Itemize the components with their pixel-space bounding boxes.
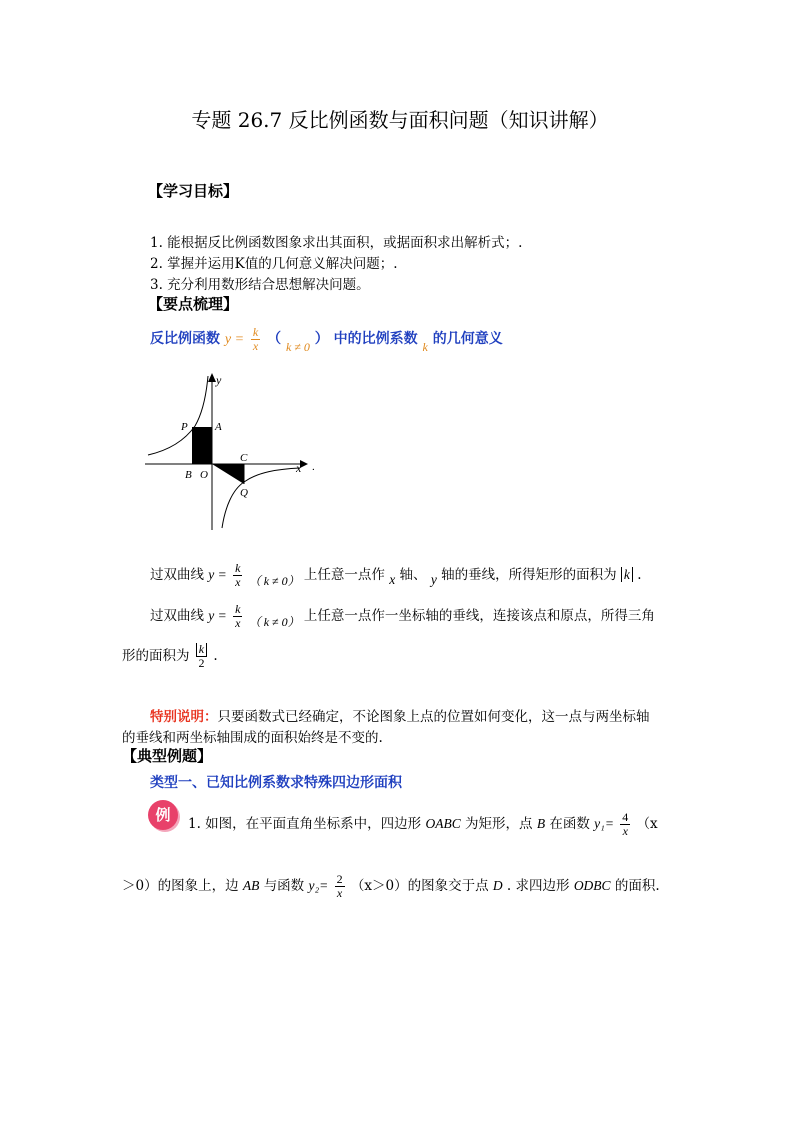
page-title: 专题 26.7 反比例函数与面积问题（知识讲解） bbox=[191, 108, 609, 132]
ex1-frac1-num: 4 bbox=[622, 810, 629, 825]
p2-frac-den: x bbox=[235, 616, 241, 630]
ex1-text-d: （x bbox=[636, 816, 658, 832]
p1-text-a: 过双曲线 bbox=[150, 567, 204, 583]
p2-area-fraction bbox=[196, 643, 207, 669]
ex1-y2: y₂= bbox=[308, 878, 329, 893]
label-a: A bbox=[215, 421, 222, 433]
paragraph-triangle-area-cont bbox=[122, 636, 218, 676]
p1-frac-num: k bbox=[235, 561, 241, 576]
p1-end: . bbox=[637, 567, 642, 583]
ex1-fraction1 bbox=[620, 811, 630, 837]
y-axis-arrow bbox=[208, 373, 216, 382]
paragraph-rect-area bbox=[150, 555, 642, 595]
ex1-text-i: 的面积. bbox=[614, 878, 660, 894]
p2-text-a: 过双曲线 bbox=[150, 608, 204, 624]
hyperbola-figure bbox=[140, 368, 330, 533]
rectangle-pabo bbox=[192, 427, 212, 464]
p1-text-c: 轴、 bbox=[399, 567, 427, 583]
special-note-line2: 的垂线和两坐标轴围成的面积始终是不变的. bbox=[122, 730, 383, 746]
ex1-text-g: （x＞0）的图象交于点 bbox=[350, 878, 489, 894]
goal-item-1: 1. 能根据反比例函数图象求出其面积，或据面积求出解析式；. bbox=[150, 235, 523, 251]
ex1-d: D bbox=[492, 878, 503, 893]
label-b: B bbox=[185, 469, 192, 481]
p1-frac-den: x bbox=[235, 575, 241, 589]
example-badge-icon: 例 bbox=[148, 800, 178, 830]
label-dot: . bbox=[312, 461, 315, 473]
p1-xvar: x bbox=[389, 572, 396, 587]
ex1-b: B bbox=[536, 816, 546, 831]
p2-cond: （ k ≠ 0） bbox=[248, 615, 300, 629]
example1-line1 bbox=[188, 808, 658, 840]
label-c: C bbox=[240, 452, 248, 464]
ex1-frac2-den: x bbox=[336, 886, 343, 900]
p1-cond: （ k ≠ 0） bbox=[248, 574, 300, 588]
p1-fraction bbox=[233, 562, 242, 588]
section-heading-examples: 【典型例题】 bbox=[122, 747, 213, 765]
ex1-ab: AB bbox=[242, 878, 260, 893]
special-note-label: 特别说明： bbox=[150, 709, 218, 725]
type1-heading: 类型一、已知比例系数求特殊四边形面积 bbox=[150, 775, 402, 791]
key-subtitle bbox=[150, 325, 503, 355]
label-o: O bbox=[200, 469, 208, 481]
subtitle-fraction bbox=[251, 326, 260, 352]
subtitle-cond: k ≠ 0 bbox=[286, 340, 310, 355]
goal-item-2: 2. 掌握并运用K值的几何意义解决问题；. bbox=[150, 256, 398, 272]
subtitle-frac-num: k bbox=[252, 325, 259, 339]
ex1-text-e: ＞0）的图象上，边 bbox=[122, 878, 239, 894]
ex1-y1: y₁= bbox=[594, 816, 614, 831]
p2-text-c: 形的面积为 bbox=[122, 648, 190, 664]
ex1-text-a: 1. 如图，在平面直角坐标系中，四边形 bbox=[188, 816, 422, 832]
p1-text-b: 上任意一点作 bbox=[303, 567, 385, 583]
special-note-line1 bbox=[150, 705, 650, 725]
p2-area-den: 2 bbox=[198, 656, 205, 670]
ex1-oabc: OABC bbox=[425, 816, 461, 831]
section-heading-goals: 【学习目标】 bbox=[148, 182, 239, 200]
ex1-frac1-den: x bbox=[622, 824, 628, 838]
subtitle-k: k bbox=[422, 340, 428, 355]
paragraph-triangle-area bbox=[150, 596, 655, 636]
p1-text-d: 轴的垂线，所得矩形的面积为 bbox=[441, 567, 617, 583]
section-heading-keypoints: 【要点梳理】 bbox=[148, 295, 239, 313]
ex1-text-c: 在函数 bbox=[549, 816, 590, 832]
subtitle-frac-den: x bbox=[252, 338, 259, 353]
example1-line2 bbox=[122, 870, 660, 902]
subtitle-suffix: 的几何意义 bbox=[432, 331, 503, 348]
label-q: Q bbox=[240, 487, 248, 499]
ex1-fraction2 bbox=[335, 873, 345, 899]
p1-yvar: y bbox=[430, 572, 437, 587]
label-y: y bbox=[216, 373, 222, 387]
p2-area-num: k bbox=[196, 643, 207, 657]
p2-eq: y = bbox=[208, 608, 227, 623]
subtitle-eq-lhs: y = bbox=[224, 332, 245, 348]
subtitle-cond-open: （ bbox=[267, 331, 282, 348]
triangle-ocq bbox=[212, 464, 244, 484]
p2-text-b: 上任意一点作一坐标轴的垂线，连接该点和原点，所得三角 bbox=[303, 608, 655, 624]
p1-abs-k: k bbox=[621, 567, 633, 582]
special-note-text1: 只要函数式已经确定，不论图象上点的位置如何变化，这一点与两坐标轴 bbox=[217, 709, 650, 725]
p2-fraction bbox=[233, 603, 242, 629]
ex1-text-h: . 求四边形 bbox=[506, 878, 570, 894]
p2-end: . bbox=[213, 648, 218, 664]
label-x: x bbox=[296, 461, 302, 475]
subtitle-mid: 中的比例系数 bbox=[333, 331, 418, 348]
goal-item-3: 3. 充分利用数形结合思想解决问题。 bbox=[150, 277, 370, 293]
label-p: P bbox=[181, 421, 188, 433]
ex1-odbc: ODBC bbox=[573, 878, 611, 893]
subtitle-prefix: 反比例函数 bbox=[150, 331, 220, 348]
ex1-text-b: 为矩形，点 bbox=[465, 816, 533, 832]
ex1-text-f: 与函数 bbox=[263, 878, 305, 894]
p2-frac-num: k bbox=[235, 602, 241, 617]
subtitle-cond-close: ） bbox=[314, 331, 329, 348]
p1-eq: y = bbox=[208, 567, 227, 582]
ex1-frac2-num: 2 bbox=[336, 872, 343, 887]
